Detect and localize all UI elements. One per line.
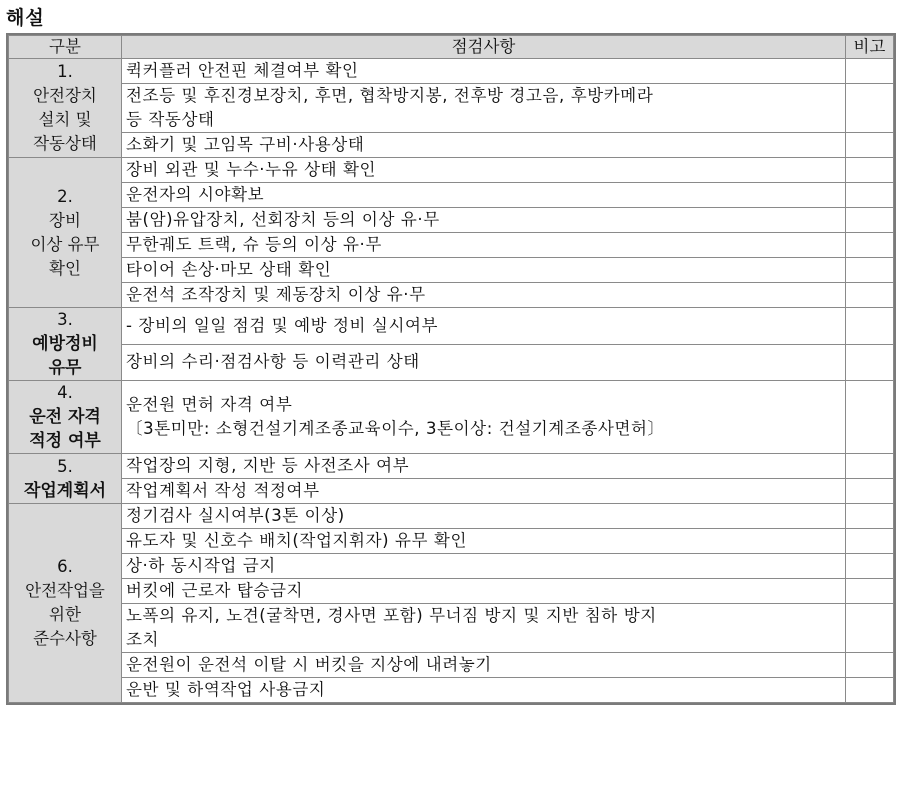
category-name: 예방정비 유무 [32, 334, 98, 378]
check-item: 퀵커플러 안전핀 체결여부 확인 [122, 59, 846, 84]
remarks-cell [846, 308, 894, 345]
remarks-cell [846, 579, 894, 604]
checklist-table [8, 35, 894, 703]
checklist-body [9, 59, 894, 703]
category-name: 작업계획서 [23, 480, 107, 501]
table-row [9, 133, 894, 158]
check-item: 타이어 손상·마모 상태 확인 [122, 258, 846, 283]
remarks-cell [846, 208, 894, 233]
table-row [9, 653, 894, 678]
table-row [9, 59, 894, 84]
table-row [9, 604, 894, 653]
category-cell [9, 504, 122, 703]
remarks-cell [846, 653, 894, 678]
check-item: 유도자 및 신호수 배치(작업지휘자) 유무 확인 [122, 529, 846, 554]
remarks-cell [846, 133, 894, 158]
remarks-cell [846, 604, 894, 653]
check-item: 운전원이 운전석 이탈 시 버킷을 지상에 내려놓기 [122, 653, 846, 678]
category-cell [9, 308, 122, 381]
table-row [9, 258, 894, 283]
check-item: 전조등 및 후진경보장치, 후면, 협착방지봉, 전후방 경고음, 후방카메라 등 작동상태 [122, 84, 846, 133]
check-item: 운전자의 시야확보 [122, 183, 846, 208]
remarks-cell [846, 454, 894, 479]
remarks-cell [846, 158, 894, 183]
category-name: 안전작업을 위한 준수사항 [25, 581, 105, 648]
check-item: 상·하 동시작업 금지 [122, 554, 846, 579]
inspection-checklist [6, 33, 896, 705]
table-row [9, 579, 894, 604]
category-name: 운전 자격 적정 여부 [29, 407, 101, 451]
header-row [9, 36, 894, 59]
category-cell [9, 454, 122, 504]
header-category: 구분 [9, 36, 122, 59]
check-item: 무한궤도 트랙, 슈 등의 이상 유·무 [122, 233, 846, 258]
remarks-cell [846, 529, 894, 554]
remarks-cell [846, 233, 894, 258]
category-number: 1. [57, 62, 73, 81]
table-row [9, 554, 894, 579]
check-item: 운반 및 하역작업 사용금지 [122, 678, 846, 703]
category-name: 장비 이상 유무 확인 [30, 210, 100, 278]
table-row [9, 283, 894, 308]
check-item: 노폭의 유지, 노견(굴착면, 경사면 포함) 무너짐 방지 및 지반 침하 방지 조치 [122, 604, 846, 653]
category-number: 2. [57, 186, 73, 206]
category-number: 3. [57, 310, 73, 329]
category-cell [9, 381, 122, 454]
table-row [9, 84, 894, 133]
check-item: 장비의 수리·점검사항 등 이력관리 상태 [122, 344, 846, 381]
check-item: 운전석 조작장치 및 제동장치 이상 유·무 [122, 283, 846, 308]
check-item: 정기검사 실시여부(3톤 이상) [122, 504, 846, 529]
table-row [9, 529, 894, 554]
category-name: 안전장치 설치 및 작동상태 [33, 86, 97, 153]
header-remarks: 비고 [846, 36, 894, 59]
remarks-cell [846, 59, 894, 84]
remarks-cell [846, 344, 894, 381]
table-row [9, 208, 894, 233]
check-item: 작업장의 지형, 지반 등 사전조사 여부 [122, 454, 846, 479]
remarks-cell [846, 678, 894, 703]
check-item: 소화기 및 고임목 구비·사용상태 [122, 133, 846, 158]
check-item: - 장비의 일일 점검 및 예방 정비 실시여부 [122, 308, 846, 345]
category-number: 4. [57, 383, 73, 402]
remarks-cell [846, 283, 894, 308]
remarks-cell [846, 381, 894, 454]
category-number: 6. [57, 557, 73, 576]
remarks-cell [846, 554, 894, 579]
remarks-cell [846, 183, 894, 208]
remarks-cell [846, 258, 894, 283]
table-row [9, 479, 894, 504]
remarks-cell [846, 84, 894, 133]
table-row [9, 183, 894, 208]
category-cell [9, 158, 122, 308]
table-row [9, 678, 894, 703]
table-row [9, 504, 894, 529]
table-row [9, 344, 894, 381]
check-item: 붐(암)유압장치, 선회장치 등의 이상 유·무 [122, 208, 846, 233]
table-row [9, 308, 894, 345]
check-item: 운전원 면허 자격 여부 〔3톤미만: 소형건설기계조종교육이수, 3톤이상: 건설기계조종사면허〕 [122, 381, 846, 454]
check-item: 버킷에 근로자 탑승금지 [122, 579, 846, 604]
check-item: 장비 외관 및 누수·누유 상태 확인 [122, 158, 846, 183]
remarks-cell [846, 479, 894, 504]
check-item: 작업계획서 작성 적정여부 [122, 479, 846, 504]
category-number: 5. [57, 456, 73, 476]
table-row [9, 381, 894, 454]
category-cell [9, 59, 122, 158]
page-heading: 해설 [6, 7, 45, 29]
table-row [9, 454, 894, 479]
table-row [9, 233, 894, 258]
table-row [9, 158, 894, 183]
remarks-cell [846, 504, 894, 529]
header-check-items: 점검사항 [122, 36, 846, 59]
